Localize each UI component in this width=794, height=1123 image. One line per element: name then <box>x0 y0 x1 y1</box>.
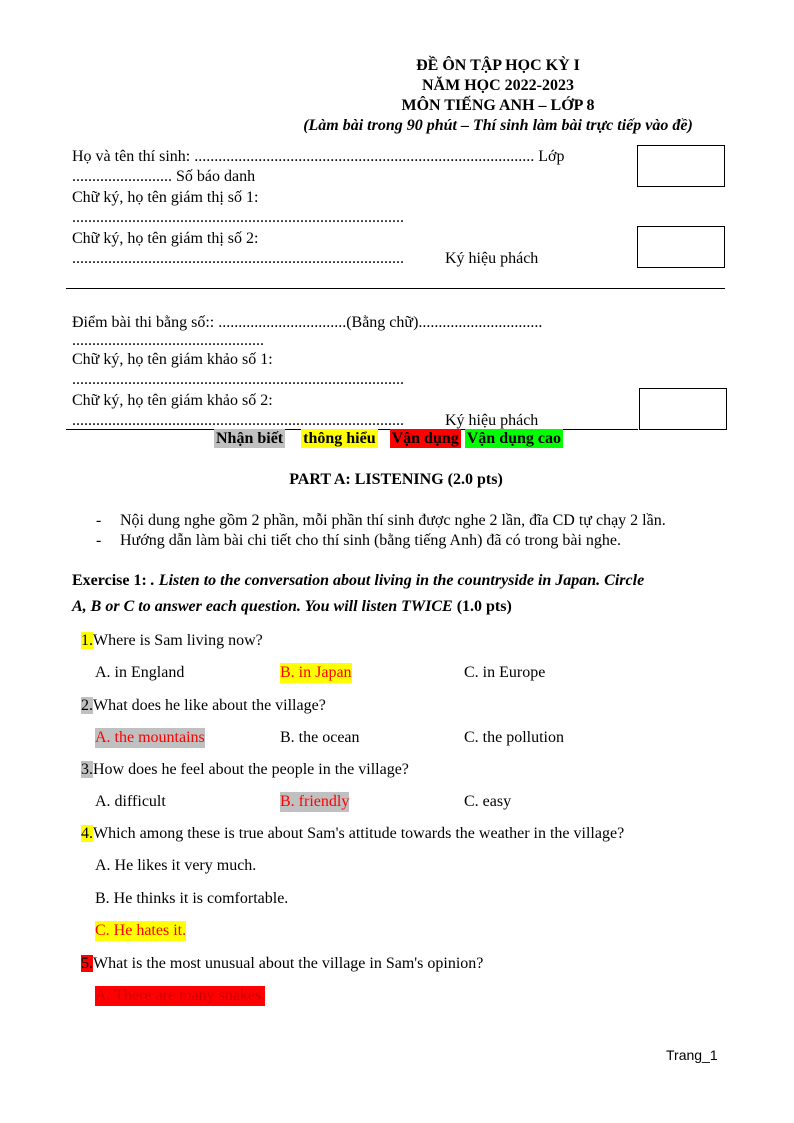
bullet-dash: - <box>96 532 102 549</box>
exam-title: ĐỀ ÔN TẬP HỌC KỲ I <box>416 57 580 74</box>
score-dots: ................................................ <box>72 332 264 349</box>
subject-title: MÔN TIẾNG ANH – LỚP 8 <box>401 97 595 114</box>
secret-code-box[interactable] <box>637 226 725 268</box>
page-number: Trang_1 <box>666 1047 718 1063</box>
student-name-line: Họ và tên thí sinh: ..................................................................................... Lớp <box>72 148 565 165</box>
question-text: How does he feel about the people in the village? <box>93 761 409 778</box>
secret-code-label: Ký hiệu phách <box>445 250 539 267</box>
score-code-box[interactable] <box>639 388 727 430</box>
bullet-2-text: Hướng dẫn làm bài chi tiết cho thí sinh (bằng tiếng Anh) đã có trong bài nghe. <box>120 532 622 549</box>
q3-option-b[interactable]: B. friendly <box>280 793 350 810</box>
candidate-number-line: ......................... Số báo danh <box>72 168 256 185</box>
question-4 <box>81 824 624 844</box>
exam-instructions: (Làm bài trong 90 phút – Thí sinh làm bài trực tiếp vào đề) <box>303 117 693 134</box>
question-3 <box>81 760 409 780</box>
examiner2-dots: ................................................................................... <box>72 412 404 429</box>
invigilator1-dots: ................................................................................... <box>72 209 404 226</box>
school-year: NĂM HỌC 2022-2023 <box>422 77 574 94</box>
examiner2-label: Chữ ký, họ tên giám khảo số 2: <box>72 392 273 409</box>
exercise1-points: (1.0 pts) <box>452 598 512 615</box>
exercise1-instruction-1: . Listen to the conversation about living in the countryside in Japan. Circle <box>150 572 645 589</box>
score-line: Điểm bài thi bằng số:: ................................(Bằng chữ)............................... <box>72 314 543 331</box>
invigilator1-label: Chữ ký, họ tên giám thị số 1: <box>72 189 259 206</box>
question-number: 1. <box>81 632 93 649</box>
exercise1-instruction-2: A, B or C to answer each question. You will listen TWICE <box>72 598 453 615</box>
q4-option-a[interactable]: A. He likes it very much. <box>95 857 257 874</box>
question-1 <box>81 631 263 651</box>
q3-option-a[interactable]: A. difficult <box>95 793 166 810</box>
q5-option-a[interactable]: A. There are many snakes. <box>95 987 266 1004</box>
examiner1-label: Chữ ký, họ tên giám khảo số 1: <box>72 351 273 368</box>
question-2 <box>81 696 326 716</box>
q2-option-b[interactable]: B. the ocean <box>280 729 360 746</box>
bullet-dash: - <box>96 512 102 529</box>
q1-option-a[interactable]: A. in England <box>95 664 185 681</box>
question-number: 5. <box>81 955 93 972</box>
question-text: Which among these is true about Sam's attitude towards the weather in the village? <box>93 825 625 842</box>
question-number: 2. <box>81 697 93 714</box>
examiner1-dots: ................................................................................... <box>72 371 404 388</box>
legend-recognition: Nhận biết <box>216 430 284 447</box>
legend-high-application: Vận dụng cao <box>466 430 561 447</box>
legend-application: Vận dụng <box>391 430 459 447</box>
q4-option-b[interactable]: B. He thinks it is comfortable. <box>95 890 289 907</box>
cut-line <box>66 288 725 289</box>
q2-option-c[interactable]: C. the pollution <box>464 729 564 746</box>
question-number: 4. <box>81 825 93 842</box>
q1-option-c[interactable]: C. in Europe <box>464 664 546 681</box>
exercise1-line1 <box>72 571 644 591</box>
question-5 <box>81 954 483 974</box>
exercise1-label: Exercise 1: <box>72 572 151 589</box>
part-a-title: PART A: LISTENING (2.0 pts) <box>289 471 503 488</box>
bullet-1-text: Nội dung nghe gồm 2 phần, mỗi phần thí sinh được nghe 2 lần, đĩa CD tự chạy 2 lần. <box>120 512 666 529</box>
question-number: 3. <box>81 761 93 778</box>
exercise1-line2 <box>72 597 512 617</box>
q2-option-a[interactable]: A. the mountains <box>95 729 205 746</box>
invigilator2-label: Chữ ký, họ tên giám thị số 2: <box>72 230 259 247</box>
class-box[interactable] <box>637 145 725 187</box>
question-text: What does he like about the village? <box>93 697 326 714</box>
q3-option-c[interactable]: C. easy <box>464 793 512 810</box>
q4-option-c[interactable]: C. He hates it. <box>95 922 187 939</box>
invigilator2-dots: ................................................................................... <box>72 250 404 267</box>
score-code-label: Ký hiệu phách <box>445 412 539 429</box>
q1-option-b[interactable]: B. in Japan <box>280 664 352 681</box>
question-text: What is the most unusual about the village in Sam's opinion? <box>93 955 484 972</box>
legend-comprehension: thông hiểu <box>303 430 376 447</box>
question-text: Where is Sam living now? <box>93 632 263 649</box>
difficulty-legend <box>214 430 563 448</box>
